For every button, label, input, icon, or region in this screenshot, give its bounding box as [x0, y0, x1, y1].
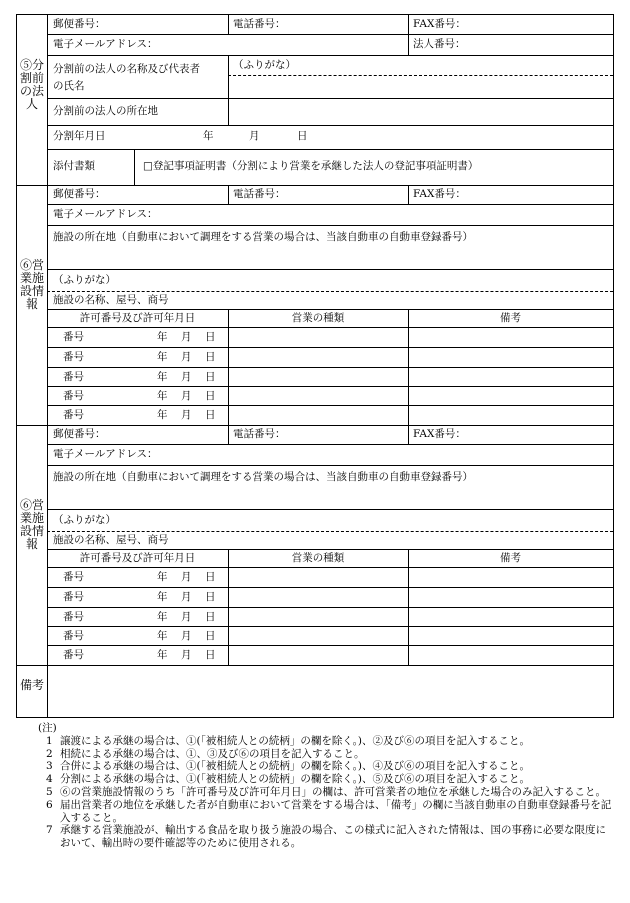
col-permit-header: 許可番号及び許可年月日 [79, 312, 196, 324]
row-month: 月 [181, 351, 192, 363]
facility-email-label: 電子メールアドレス： [53, 208, 158, 220]
facility-furigana-label: （ふりがな） [53, 514, 116, 526]
note-text: 届出営業者の地位を承継した者が自動車において営業をする場合は、「備考」の欄に当該自動車の自動車登録番号を記入すること。 [60, 798, 612, 824]
note-text: ⑥の営業施設情報のうち「許可番号及び許可年月日」の欄は、許可営業者の地位を承継した場合のみ記入すること。 [60, 785, 606, 798]
s5-split-date-label: 分割年月日 [53, 130, 106, 142]
row-day: 日 [205, 390, 216, 402]
s5-corp-number-label: 法人番号： [413, 38, 466, 50]
note-item [46, 735, 616, 748]
s5-attachment-label: 添付書類 [53, 160, 95, 172]
row-day: 日 [205, 611, 216, 623]
facility-email-label: 電子メールアドレス： [53, 448, 158, 460]
note-text: 相続による承継の場合は、①、③及び⑥の項目を記入すること。 [60, 747, 365, 760]
note-number: 2 [46, 747, 53, 760]
row-month: 月 [181, 331, 192, 343]
facility-location-label: 施設の所在地（自動車において調理をする営業の場合は、当該自動車の自動車登録番号） [53, 231, 473, 243]
note-text: 譲渡による承継の場合は、①(「被相続人との続柄」の欄を除く。)、②及び⑥の項目を記入すること。 [60, 734, 530, 747]
note-item [46, 760, 616, 773]
row-year: 年 [157, 591, 168, 603]
s5-address-label: 分割前の法人の所在地 [53, 105, 158, 117]
row-day: 日 [205, 630, 216, 642]
note-text: 分割による承継の場合は、①(「被相続人との続柄」の欄を除く。)、⑤及び⑥の項目を記入すること。 [60, 773, 530, 786]
col-remarks-header: 備考 [500, 312, 521, 324]
note-item [46, 748, 616, 761]
s5-phone-label: 電話番号： [233, 18, 286, 30]
note-item [46, 799, 616, 825]
note-number: 4 [46, 773, 53, 786]
row-year: 年 [157, 649, 168, 661]
facility-location-label: 施設の所在地（自動車において調理をする営業の場合は、当該自動車の自動車登録番号） [53, 471, 473, 483]
row-number-label: 番号 [63, 611, 84, 623]
row-year: 年 [157, 390, 168, 402]
row-number-label: 番号 [63, 649, 84, 661]
row-number-label: 番号 [63, 331, 84, 343]
row-year: 年 [157, 571, 168, 583]
note-number: 7 [46, 824, 53, 837]
facility-section-1 [17, 185, 613, 425]
facility-section-title: ⑥営業施設情報 [19, 258, 44, 311]
row-day: 日 [205, 331, 216, 343]
row-month: 月 [181, 371, 192, 383]
facility-phone-label: 電話番号： [233, 428, 286, 440]
facility-fax-label: FAX番号： [413, 188, 466, 200]
row-number-label: 番号 [63, 351, 84, 363]
row-number-label: 番号 [63, 630, 84, 642]
note-number: 5 [46, 785, 53, 798]
row-day: 日 [205, 571, 216, 583]
row-month: 月 [181, 649, 192, 661]
row-year: 年 [157, 611, 168, 623]
row-month: 月 [181, 390, 192, 402]
notes [38, 722, 616, 850]
facility-phone-label: 電話番号： [233, 188, 286, 200]
row-year: 年 [157, 331, 168, 343]
remarks-section-title: 備考 [19, 678, 44, 692]
note-text: 合併による承継の場合は、①(「被相続人との続柄」の欄を除く。)、④及び⑥の項目を記入すること。 [60, 760, 530, 773]
row-day: 日 [205, 409, 216, 421]
facility-furigana-label: （ふりがな） [53, 274, 116, 286]
row-number-label: 番号 [63, 371, 84, 383]
s5-postal-label: 郵便番号： [53, 18, 106, 30]
row-month: 月 [181, 630, 192, 642]
s5-date-month: 月 [249, 130, 260, 142]
row-year: 年 [157, 351, 168, 363]
facility-name-label: 施設の名称、屋号、商号 [53, 294, 169, 306]
row-month: 月 [181, 611, 192, 623]
succession-form [16, 14, 614, 718]
s5-name-label-1: 分割前の法人の名称及び代表者 [53, 63, 200, 75]
note-number: 6 [46, 798, 53, 811]
row-year: 年 [157, 371, 168, 383]
s5-fax-label: FAX番号： [413, 18, 466, 30]
col-type-header: 営業の種類 [291, 552, 345, 564]
row-number-label: 番号 [63, 591, 84, 603]
notes-heading: (注) [38, 722, 57, 734]
s5-attachment-value[interactable]: □登記事項証明書（分割により営業を承継した法人の登記事項証明書） [143, 160, 479, 172]
row-month: 月 [181, 591, 192, 603]
row-number-label: 番号 [63, 571, 84, 583]
note-item [46, 786, 616, 799]
row-number-label: 番号 [63, 409, 84, 421]
note-number: 3 [46, 760, 53, 773]
s5-email-label: 電子メールアドレス： [53, 38, 158, 50]
remarks-field[interactable] [48, 666, 613, 716]
facility-section-2 [17, 425, 613, 665]
note-text: 承継する営業施設が、輸出する食品を取り扱う施設の場合、この様式に記入された情報は、国の事務に必要な限度において、輸出時の要件確認等のために使用される。 [60, 824, 606, 850]
section5-title: ⑤分割前の法人 [19, 58, 44, 111]
s5-name-label-2: の氏名 [53, 80, 85, 92]
note-number: 1 [46, 734, 53, 747]
row-year: 年 [157, 630, 168, 642]
facility-postal-label: 郵便番号： [53, 188, 106, 200]
note-item [46, 824, 616, 850]
col-remarks-header: 備考 [500, 552, 521, 564]
s5-date-year: 年 [203, 130, 214, 142]
note-item [46, 773, 616, 786]
row-day: 日 [205, 649, 216, 661]
facility-section-title: ⑥営業施設情報 [19, 498, 44, 551]
facility-postal-label: 郵便番号： [53, 428, 106, 440]
col-type-header: 営業の種類 [291, 312, 345, 324]
row-day: 日 [205, 591, 216, 603]
row-day: 日 [205, 351, 216, 363]
row-month: 月 [181, 571, 192, 583]
row-day: 日 [205, 371, 216, 383]
facility-name-label: 施設の名称、屋号、商号 [53, 534, 169, 546]
s5-date-day: 日 [297, 130, 308, 142]
row-year: 年 [157, 409, 168, 421]
row-number-label: 番号 [63, 390, 84, 402]
s5-furigana-label: （ふりがな） [233, 59, 296, 71]
row-month: 月 [181, 409, 192, 421]
col-permit-header: 許可番号及び許可年月日 [79, 552, 196, 564]
facility-fax-label: FAX番号： [413, 428, 466, 440]
